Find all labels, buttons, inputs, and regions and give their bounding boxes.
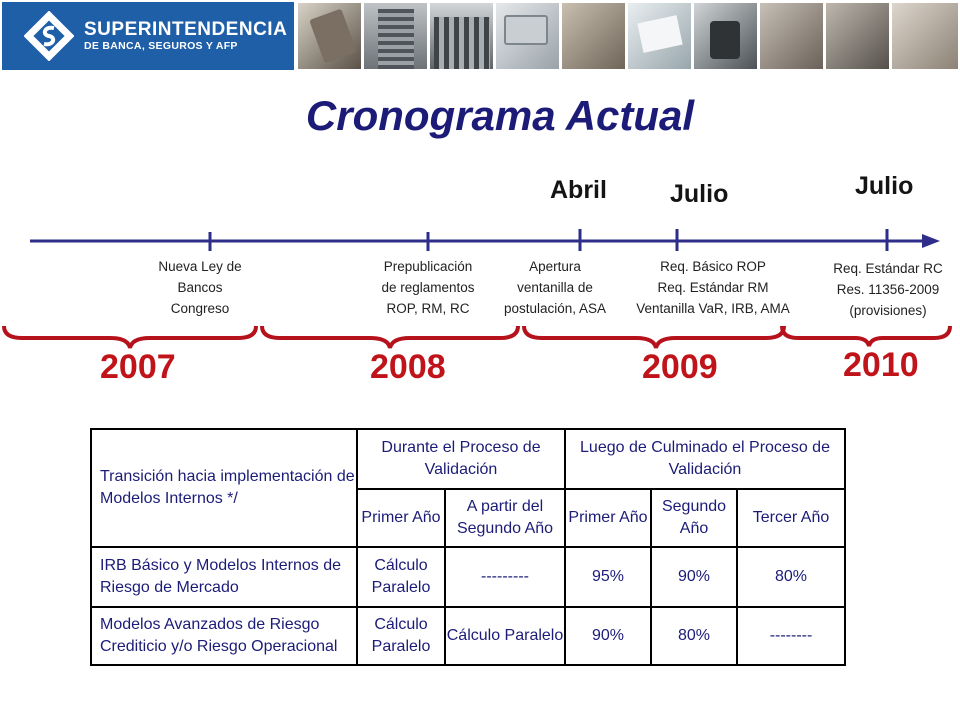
month-label: Julio [670, 180, 729, 208]
month-label: Abril [550, 176, 607, 204]
timeline-event: Nueva Ley de Bancos Congreso [158, 259, 242, 316]
column-header: Tercer Año [737, 489, 845, 547]
table-cell: -------- [737, 607, 845, 665]
table-cell: 80% [737, 547, 845, 607]
year-brace-2009 [524, 326, 784, 348]
timeline-arrow-icon [922, 234, 940, 248]
year-brace-2008 [262, 326, 518, 348]
validation-schedule-table [90, 428, 846, 666]
year-brace-2010 [782, 326, 950, 346]
timeline-event: Req. Estándar RC Res. 11356-2009 (provisiones) [833, 261, 943, 318]
year-label: 2008 [370, 348, 446, 386]
table-cell: 90% [651, 547, 737, 607]
column-header: Segundo Año [651, 489, 737, 547]
table-cell: 90% [565, 607, 651, 665]
year-label: 2007 [100, 348, 176, 386]
timeline-event: Prepublicación de reglamentos ROP, RM, RC [381, 259, 475, 316]
row-label: IRB Básico y Modelos Internos de Riesgo de Mercado [91, 547, 357, 607]
table-cell: Cálculo Paralelo [445, 607, 565, 665]
logo-title: SUPERINTENDENCIA [84, 19, 288, 40]
table-row [91, 607, 845, 665]
table-cell: Cálculo Paralelo [357, 547, 445, 607]
year-label: 2009 [642, 348, 718, 386]
timeline-event: Req. Básico ROP Req. Estándar RM Ventanilla VaR, IRB, AMA [636, 259, 790, 316]
table-cell: 80% [651, 607, 737, 665]
logo-subtitle: DE BANCA, SEGUROS Y AFP [84, 40, 238, 52]
page-title: Cronograma Actual [305, 92, 695, 139]
table-cell: 95% [565, 547, 651, 607]
column-header: Primer Año [357, 489, 445, 547]
table-header-row [91, 429, 845, 489]
group-header: Durante el Proceso de Validación [357, 429, 565, 489]
timeline-event: Apertura ventanilla de postulación, ASA [503, 259, 607, 316]
year-label: 2010 [843, 346, 919, 384]
table-corner-label: Transición hacia implementación de Modelos Internos */ [91, 429, 357, 547]
row-label: Modelos Avanzados de Riesgo Crediticio y/o Riesgo Operacional [91, 607, 357, 665]
table-cell: Cálculo Paralelo [357, 607, 445, 665]
month-label: Julio [855, 172, 914, 200]
group-header: Luego de Culminado el Proceso de Validación [565, 429, 845, 489]
column-header: A partir del Segundo Año [445, 489, 565, 547]
table-cell: --------- [445, 547, 565, 607]
year-brace-2007 [4, 326, 256, 348]
column-header: Primer Año [565, 489, 651, 547]
table-row [91, 547, 845, 607]
